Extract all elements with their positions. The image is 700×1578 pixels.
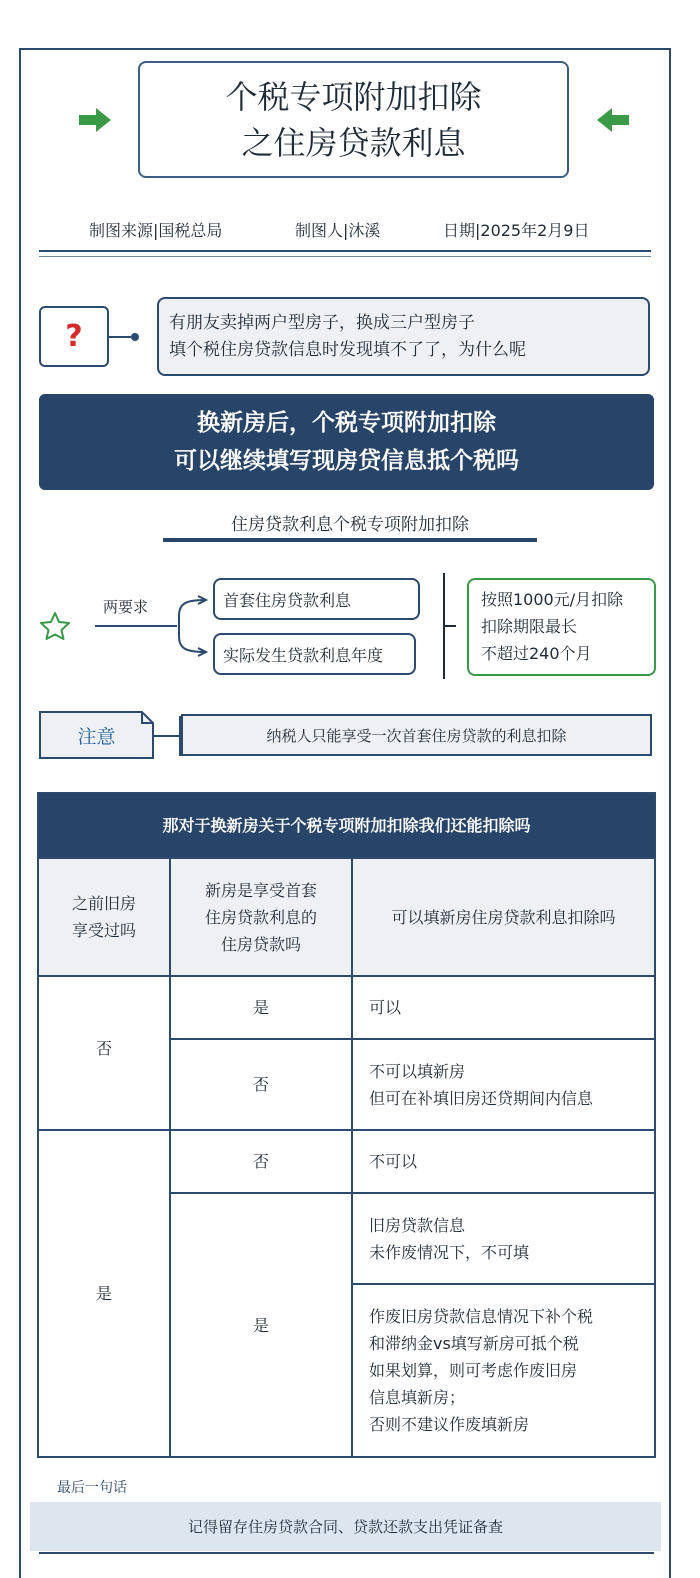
star-icon: [39, 611, 71, 641]
old-home-yes: 是: [38, 1130, 170, 1457]
rule-line-3: 不超过240个月: [481, 644, 592, 663]
col1-line-1: 之前旧房: [71, 894, 136, 913]
answer-line: 如果划算，则可考虑作废旧房: [369, 1361, 578, 1380]
table-row: [38, 1130, 655, 1193]
answer-cell: 不可以: [352, 1130, 655, 1193]
new-home-cell: 是: [170, 976, 352, 1039]
requirement-label: 两要求: [103, 598, 149, 616]
answer-line: 和滞纳金vs填写新房可抵个税: [369, 1334, 579, 1353]
answer-line: 但可在补填旧房还贷期间内信息: [369, 1088, 594, 1108]
title-line-1: 个税专项附加扣除: [225, 77, 482, 116]
bottom-divider: [39, 1552, 654, 1554]
answer-line: 旧房贷款信息: [369, 1215, 466, 1235]
column-header-old-home: [38, 858, 170, 976]
divider: [39, 256, 651, 257]
answer-cell: 可以: [352, 976, 655, 1039]
answer-cell: [352, 1193, 655, 1284]
decision-table: [37, 792, 656, 1458]
table-title-row: [38, 793, 655, 858]
answer-line: 未作废情况下，不可填: [369, 1242, 530, 1262]
new-home-cell: 是: [170, 1193, 352, 1457]
author-label: 制图人|沐溪: [295, 221, 381, 240]
connector-line: [109, 330, 157, 344]
right-arrow-icon: [79, 108, 111, 132]
col2-line-1: 新房是享受首套: [204, 880, 317, 900]
left-arrow-icon: [597, 108, 629, 132]
requirement-2: 实际发生贷款利息年度: [213, 633, 416, 675]
headline-banner: [39, 394, 654, 490]
table-title: 那对于换新房关于个税专项附加扣除我们还能扣除吗: [38, 793, 655, 858]
source-label: 制图来源|国税总局: [89, 221, 223, 240]
column-header-new-home: [170, 858, 352, 976]
question-mark-icon: ?: [65, 319, 83, 354]
bracket-divider: [438, 573, 468, 681]
col2-line-3: 住房贷款吗: [220, 934, 301, 954]
deduction-rule-box: [467, 578, 656, 676]
answer-line: 信息填新房；: [369, 1388, 466, 1407]
col1-line-2: 享受过吗: [71, 921, 136, 940]
new-home-cell: 否: [170, 1130, 352, 1193]
question-line-1: 有朋友卖掉两户型房子，换成三户型房子: [169, 313, 475, 333]
title-line-2: 之住房贷款利息: [241, 123, 466, 162]
old-home-no: 否: [38, 976, 170, 1130]
section-underline: [163, 538, 537, 542]
note-connector: [154, 715, 182, 757]
rule-line-2: 扣除期限最长: [481, 617, 578, 636]
bracket-connector: [95, 590, 215, 662]
question-bubble: [157, 297, 650, 376]
col2-line-2: 住房贷款利息的: [204, 907, 317, 927]
final-note-box: 记得留存住房贷款合同、贷款还款支出凭证备查: [30, 1502, 661, 1551]
new-home-cell: 否: [170, 1039, 352, 1130]
note-label: 注意: [77, 726, 116, 748]
answer-line: 不可以填新房: [369, 1061, 466, 1081]
rule-line-1: 按照1000元/月扣除: [481, 590, 624, 609]
date-label: 日期|2025年2月9日: [443, 221, 590, 240]
divider: [39, 250, 651, 252]
final-note-label: 最后一句话: [57, 1480, 127, 1496]
page-title: [138, 61, 569, 178]
note-text: 纳税人只能享受一次首套住房贷款的利息扣除: [181, 714, 652, 756]
section-title: 住房贷款利息个税专项附加扣除: [231, 515, 469, 535]
answer-cell: [352, 1284, 655, 1457]
requirement-1: 首套住房贷款利息: [213, 578, 420, 620]
column-header-can-deduct: 可以填新房住房贷款利息扣除吗: [352, 858, 655, 976]
banner-line-1: 换新房后，个税专项附加扣除: [197, 410, 496, 436]
table-row: [38, 976, 655, 1039]
answer-cell: [352, 1039, 655, 1130]
answer-line: 作废旧房贷款信息情况下补个税: [369, 1307, 594, 1326]
banner-line-2: 可以继续填写现房贷信息抵个税吗: [174, 448, 519, 474]
question-box: [39, 306, 109, 367]
question-line-2: 填个税住房贷款信息时发现填不了了，为什么呢: [169, 340, 526, 360]
table-header-row: [38, 858, 655, 976]
answer-line: 否则不建议作废填新房: [369, 1415, 530, 1434]
